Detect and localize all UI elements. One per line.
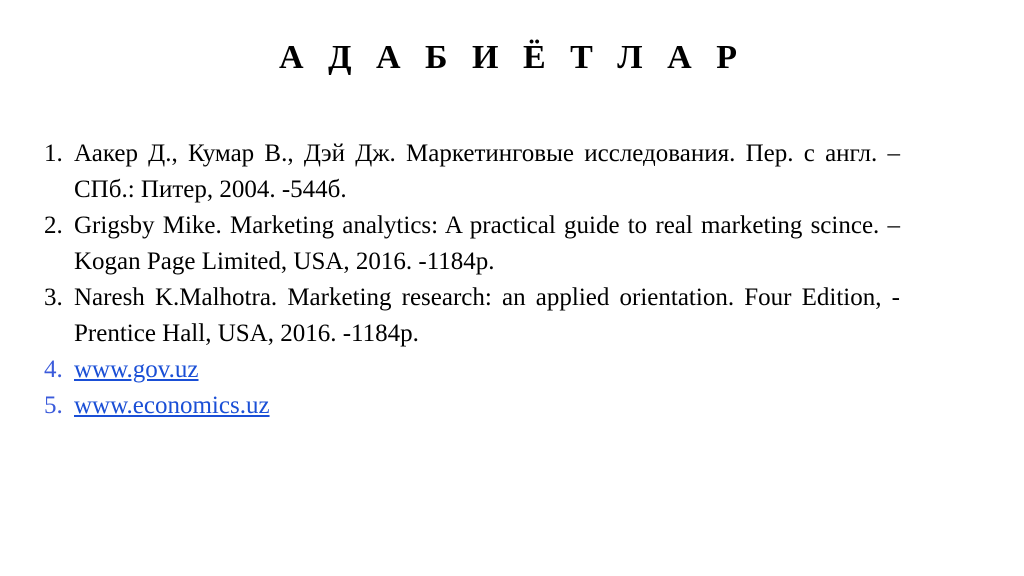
reference-item-3 [44, 280, 900, 352]
reference-text: Аакер Д., Кумар В., Дэй Дж. Маркетинговые исследования. Пер. с англ. –СПб.: Питер, 2004. -544б. [74, 140, 900, 203]
reference-list [44, 136, 900, 424]
reference-item-1 [44, 136, 900, 208]
gov-uz-link[interactable]: www.gov.uz [74, 356, 199, 383]
reference-number: 1. [44, 140, 63, 167]
economics-uz-link[interactable]: www.economics.uz [74, 392, 270, 419]
reference-item-5 [44, 388, 900, 424]
reference-number: 5. [44, 392, 63, 419]
reference-number: 4. [44, 356, 63, 383]
reference-text: Naresh K.Malhotra. Marketing research: an applied orientation. Four Edition, -Prentice Hall, USA, 2016. -1184p. [74, 284, 900, 347]
reference-text: Grigsby Mike. Marketing analytics: A practical guide to real marketing scince. –Kogan Page Limited, USA, 2016. -1184p. [74, 212, 900, 275]
slide-title: А Д А Б И Ё Т Л А Р [279, 39, 745, 76]
reference-item-2 [44, 208, 900, 280]
reference-number: 3. [44, 284, 63, 311]
reference-item-4 [44, 352, 900, 388]
reference-number: 2. [44, 212, 63, 239]
